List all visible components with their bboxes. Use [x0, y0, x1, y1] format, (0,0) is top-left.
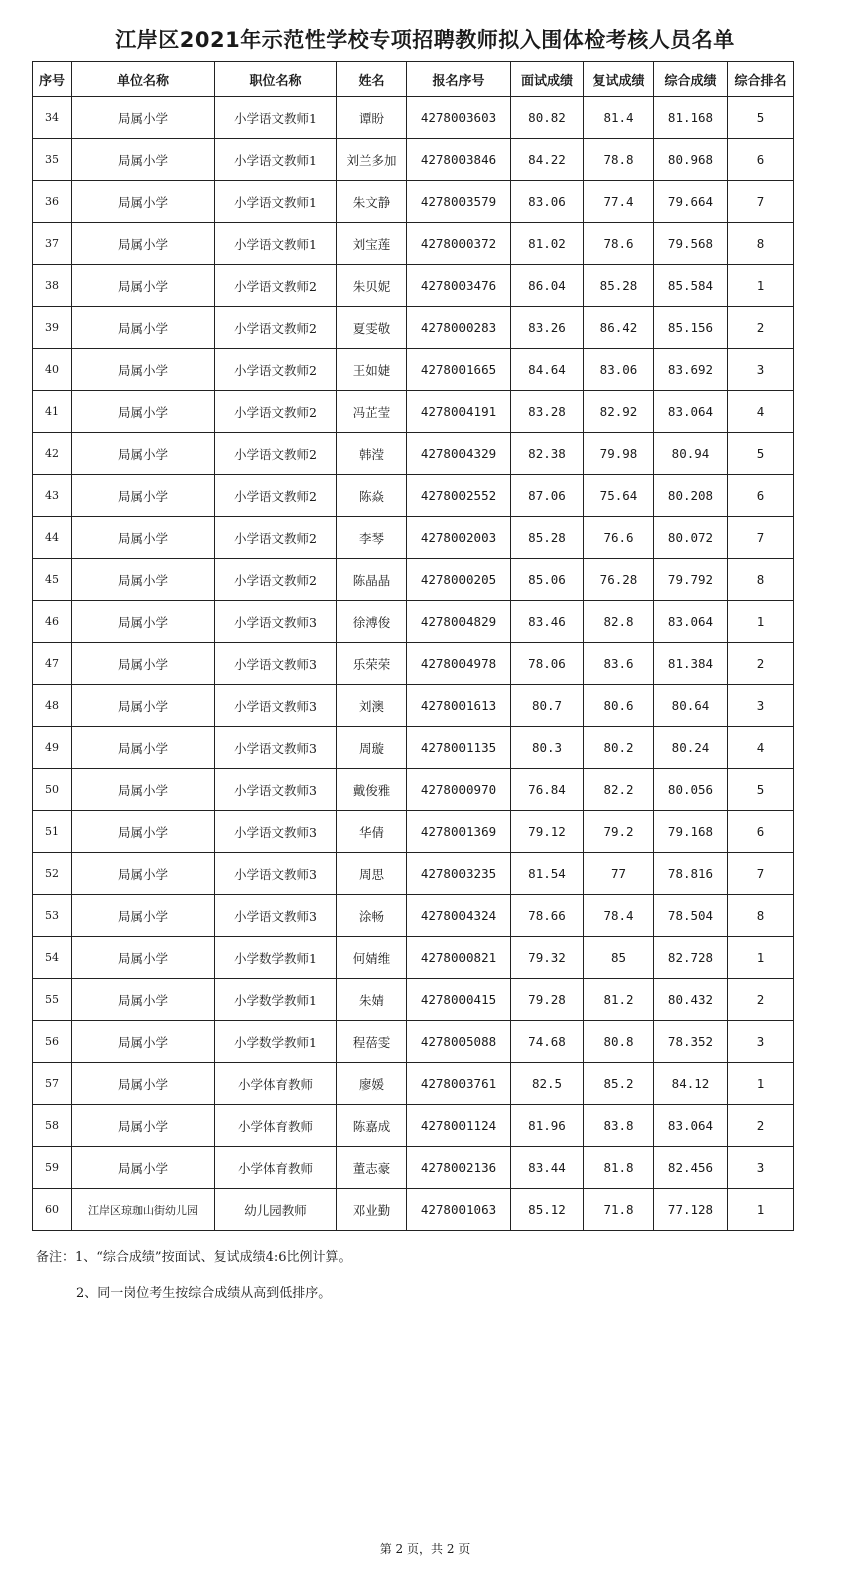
cell-rank: 6: [728, 475, 794, 517]
cell-retest-score: 79.98: [584, 433, 654, 475]
notes: [36, 1240, 816, 1312]
cell-total-score: 78.504: [654, 895, 728, 937]
header-name: 姓名: [337, 62, 407, 97]
cell-unit: 江岸区琼珈山街幼儿园: [72, 1189, 215, 1231]
cell-retest-score: 80.2: [584, 727, 654, 769]
cell-reg-no: 4278004329: [407, 433, 511, 475]
cell-name: 廖媛: [337, 1063, 407, 1105]
cell-total-score: 80.432: [654, 979, 728, 1021]
cell-retest-score: 86.42: [584, 307, 654, 349]
cell-rank: 3: [728, 1021, 794, 1063]
cell-unit: 局属小学: [72, 97, 215, 139]
table-row: [33, 139, 794, 181]
table-row: [33, 349, 794, 391]
cell-retest-score: 82.92: [584, 391, 654, 433]
cell-rank: 2: [728, 643, 794, 685]
cell-unit: 局属小学: [72, 433, 215, 475]
cell-reg-no: 4278001063: [407, 1189, 511, 1231]
cell-interview-score: 81.54: [511, 853, 584, 895]
cell-position: 小学语文教师1: [215, 139, 337, 181]
table-row: [33, 307, 794, 349]
cell-seq: 49: [33, 727, 72, 769]
cell-name: 涂畅: [337, 895, 407, 937]
cell-unit: 局属小学: [72, 265, 215, 307]
cell-name: 华倩: [337, 811, 407, 853]
cell-seq: 52: [33, 853, 72, 895]
cell-interview-score: 80.3: [511, 727, 584, 769]
table-row: [33, 433, 794, 475]
cell-position: 小学语文教师3: [215, 811, 337, 853]
cell-name: 陈嘉成: [337, 1105, 407, 1147]
cell-position: 小学数学教师1: [215, 1021, 337, 1063]
cell-rank: 3: [728, 685, 794, 727]
cell-name: 陈焱: [337, 475, 407, 517]
cell-interview-score: 84.64: [511, 349, 584, 391]
cell-retest-score: 76.28: [584, 559, 654, 601]
candidate-table: [32, 61, 794, 1231]
cell-interview-score: 80.7: [511, 685, 584, 727]
cell-reg-no: 4278001613: [407, 685, 511, 727]
cell-reg-no: 4278002136: [407, 1147, 511, 1189]
cell-retest-score: 82.8: [584, 601, 654, 643]
cell-rank: 7: [728, 181, 794, 223]
cell-position: 小学语文教师3: [215, 769, 337, 811]
cell-reg-no: 4278000821: [407, 937, 511, 979]
cell-total-score: 82.728: [654, 937, 728, 979]
cell-retest-score: 85.28: [584, 265, 654, 307]
cell-rank: 1: [728, 1189, 794, 1231]
cell-retest-score: 80.6: [584, 685, 654, 727]
cell-retest-score: 81.8: [584, 1147, 654, 1189]
page-footer: 第 2 页，共 2 页: [379, 1542, 471, 1556]
cell-rank: 4: [728, 727, 794, 769]
cell-unit: 局属小学: [72, 895, 215, 937]
cell-seq: 47: [33, 643, 72, 685]
cell-seq: 56: [33, 1021, 72, 1063]
note-line-2: 2、同一岗位考生按综合成绩从高到低排序。: [76, 1286, 332, 1301]
table-header-row: [33, 62, 794, 97]
cell-unit: 局属小学: [72, 475, 215, 517]
cell-retest-score: 82.2: [584, 769, 654, 811]
cell-rank: 6: [728, 811, 794, 853]
cell-unit: 局属小学: [72, 685, 215, 727]
table-row: [33, 475, 794, 517]
cell-position: 小学语文教师2: [215, 517, 337, 559]
cell-rank: 8: [728, 559, 794, 601]
cell-name: 朱贝妮: [337, 265, 407, 307]
cell-seq: 58: [33, 1105, 72, 1147]
cell-seq: 60: [33, 1189, 72, 1231]
cell-rank: 3: [728, 1147, 794, 1189]
table-row: [33, 853, 794, 895]
cell-reg-no: 4278002552: [407, 475, 511, 517]
table-row: [33, 517, 794, 559]
cell-name: 董志豪: [337, 1147, 407, 1189]
cell-position: 小学语文教师2: [215, 391, 337, 433]
cell-reg-no: 4278003579: [407, 181, 511, 223]
cell-interview-score: 74.68: [511, 1021, 584, 1063]
cell-seq: 59: [33, 1147, 72, 1189]
cell-position: 小学体育教师: [215, 1063, 337, 1105]
cell-name: 冯芷莹: [337, 391, 407, 433]
cell-position: 小学语文教师2: [215, 349, 337, 391]
cell-name: 谭盼: [337, 97, 407, 139]
cell-total-score: 79.568: [654, 223, 728, 265]
cell-rank: 7: [728, 517, 794, 559]
cell-rank: 1: [728, 937, 794, 979]
cell-interview-score: 83.26: [511, 307, 584, 349]
cell-unit: 局属小学: [72, 559, 215, 601]
table-row: [33, 559, 794, 601]
header-unit: 单位名称: [72, 62, 215, 97]
cell-name: 周璇: [337, 727, 407, 769]
cell-seq: 44: [33, 517, 72, 559]
cell-total-score: 80.072: [654, 517, 728, 559]
cell-total-score: 82.456: [654, 1147, 728, 1189]
cell-seq: 38: [33, 265, 72, 307]
cell-seq: 57: [33, 1063, 72, 1105]
cell-retest-score: 71.8: [584, 1189, 654, 1231]
cell-retest-score: 83.06: [584, 349, 654, 391]
cell-total-score: 81.384: [654, 643, 728, 685]
cell-seq: 37: [33, 223, 72, 265]
cell-total-score: 78.816: [654, 853, 728, 895]
cell-position: 小学语文教师1: [215, 223, 337, 265]
cell-reg-no: 4278004978: [407, 643, 511, 685]
cell-position: 小学语文教师3: [215, 601, 337, 643]
cell-interview-score: 85.28: [511, 517, 584, 559]
cell-total-score: 85.156: [654, 307, 728, 349]
cell-seq: 51: [33, 811, 72, 853]
cell-interview-score: 83.46: [511, 601, 584, 643]
cell-position: 小学体育教师: [215, 1105, 337, 1147]
cell-interview-score: 83.06: [511, 181, 584, 223]
cell-total-score: 79.792: [654, 559, 728, 601]
cell-position: 小学语文教师2: [215, 433, 337, 475]
cell-unit: 局属小学: [72, 1105, 215, 1147]
cell-retest-score: 77: [584, 853, 654, 895]
cell-rank: 1: [728, 1063, 794, 1105]
cell-interview-score: 84.22: [511, 139, 584, 181]
cell-seq: 43: [33, 475, 72, 517]
cell-total-score: 85.584: [654, 265, 728, 307]
cell-name: 韩滢: [337, 433, 407, 475]
cell-seq: 48: [33, 685, 72, 727]
cell-retest-score: 83.6: [584, 643, 654, 685]
cell-name: 刘兰多加: [337, 139, 407, 181]
cell-unit: 局属小学: [72, 517, 215, 559]
cell-unit: 局属小学: [72, 349, 215, 391]
table-row: [33, 601, 794, 643]
cell-interview-score: 86.04: [511, 265, 584, 307]
cell-reg-no: 4278001135: [407, 727, 511, 769]
cell-reg-no: 4278003235: [407, 853, 511, 895]
cell-unit: 局属小学: [72, 853, 215, 895]
cell-name: 李琴: [337, 517, 407, 559]
table-row: [33, 1189, 794, 1231]
cell-name: 邓业勤: [337, 1189, 407, 1231]
cell-reg-no: 4278003761: [407, 1063, 511, 1105]
cell-interview-score: 79.28: [511, 979, 584, 1021]
cell-seq: 39: [33, 307, 72, 349]
cell-rank: 2: [728, 979, 794, 1021]
cell-unit: 局属小学: [72, 391, 215, 433]
cell-unit: 局属小学: [72, 139, 215, 181]
cell-rank: 2: [728, 1105, 794, 1147]
cell-seq: 34: [33, 97, 72, 139]
cell-position: 小学语文教师1: [215, 97, 337, 139]
cell-unit: 局属小学: [72, 769, 215, 811]
cell-reg-no: 4278004324: [407, 895, 511, 937]
table-row: [33, 685, 794, 727]
cell-name: 朱婧: [337, 979, 407, 1021]
cell-interview-score: 85.12: [511, 1189, 584, 1231]
cell-reg-no: 4278001665: [407, 349, 511, 391]
cell-interview-score: 83.28: [511, 391, 584, 433]
cell-reg-no: 4278000970: [407, 769, 511, 811]
cell-rank: 5: [728, 769, 794, 811]
cell-retest-score: 78.8: [584, 139, 654, 181]
cell-seq: 42: [33, 433, 72, 475]
cell-total-score: 80.208: [654, 475, 728, 517]
header-retest-score: 复试成绩: [584, 62, 654, 97]
header-rank: 综合排名: [728, 62, 794, 97]
cell-reg-no: 4278000205: [407, 559, 511, 601]
cell-seq: 36: [33, 181, 72, 223]
cell-name: 周思: [337, 853, 407, 895]
cell-seq: 46: [33, 601, 72, 643]
cell-retest-score: 85.2: [584, 1063, 654, 1105]
cell-total-score: 83.064: [654, 1105, 728, 1147]
table-row: [33, 391, 794, 433]
cell-seq: 50: [33, 769, 72, 811]
cell-total-score: 80.64: [654, 685, 728, 727]
cell-seq: 55: [33, 979, 72, 1021]
cell-name: 刘澳: [337, 685, 407, 727]
cell-interview-score: 76.84: [511, 769, 584, 811]
cell-reg-no: 4278005088: [407, 1021, 511, 1063]
cell-total-score: 80.24: [654, 727, 728, 769]
table-row: [33, 727, 794, 769]
cell-total-score: 78.352: [654, 1021, 728, 1063]
cell-rank: 8: [728, 895, 794, 937]
cell-rank: 1: [728, 265, 794, 307]
cell-total-score: 84.12: [654, 1063, 728, 1105]
cell-unit: 局属小学: [72, 223, 215, 265]
table-row: [33, 937, 794, 979]
cell-rank: 8: [728, 223, 794, 265]
cell-seq: 40: [33, 349, 72, 391]
cell-retest-score: 79.2: [584, 811, 654, 853]
cell-total-score: 77.128: [654, 1189, 728, 1231]
cell-unit: 局属小学: [72, 811, 215, 853]
cell-reg-no: 4278004829: [407, 601, 511, 643]
cell-interview-score: 78.06: [511, 643, 584, 685]
cell-unit: 局属小学: [72, 1147, 215, 1189]
cell-position: 小学语文教师3: [215, 895, 337, 937]
table-row: [33, 769, 794, 811]
cell-seq: 54: [33, 937, 72, 979]
table-row: [33, 643, 794, 685]
cell-interview-score: 81.02: [511, 223, 584, 265]
cell-position: 小学语文教师3: [215, 643, 337, 685]
cell-interview-score: 80.82: [511, 97, 584, 139]
cell-reg-no: 4278000372: [407, 223, 511, 265]
cell-reg-no: 4278003476: [407, 265, 511, 307]
cell-unit: 局属小学: [72, 643, 215, 685]
cell-seq: 35: [33, 139, 72, 181]
cell-total-score: 83.064: [654, 601, 728, 643]
cell-name: 朱文静: [337, 181, 407, 223]
cell-retest-score: 78.4: [584, 895, 654, 937]
cell-rank: 7: [728, 853, 794, 895]
table-row: [33, 979, 794, 1021]
cell-interview-score: 82.38: [511, 433, 584, 475]
header-interview-score: 面试成绩: [511, 62, 584, 97]
cell-position: 小学语文教师2: [215, 307, 337, 349]
cell-name: 夏雯敬: [337, 307, 407, 349]
page-title: 江岸区2021年示范性学校专项招聘教师拟入围体检考核人员名单: [115, 28, 735, 52]
cell-rank: 2: [728, 307, 794, 349]
cell-seq: 41: [33, 391, 72, 433]
cell-unit: 局属小学: [72, 937, 215, 979]
table-row: [33, 1147, 794, 1189]
cell-total-score: 80.056: [654, 769, 728, 811]
cell-position: 小学语文教师2: [215, 559, 337, 601]
cell-unit: 局属小学: [72, 601, 215, 643]
cell-position: 小学数学教师1: [215, 937, 337, 979]
cell-retest-score: 80.8: [584, 1021, 654, 1063]
cell-unit: 局属小学: [72, 727, 215, 769]
cell-reg-no: 4278001124: [407, 1105, 511, 1147]
cell-interview-score: 79.12: [511, 811, 584, 853]
cell-position: 小学语文教师2: [215, 265, 337, 307]
header-reg-no: 报名序号: [407, 62, 511, 97]
cell-interview-score: 81.96: [511, 1105, 584, 1147]
cell-total-score: 83.692: [654, 349, 728, 391]
table-row: [33, 181, 794, 223]
cell-interview-score: 87.06: [511, 475, 584, 517]
cell-unit: 局属小学: [72, 979, 215, 1021]
table-row: [33, 1021, 794, 1063]
cell-name: 王如婕: [337, 349, 407, 391]
cell-name: 何婧维: [337, 937, 407, 979]
cell-position: 小学语文教师3: [215, 853, 337, 895]
cell-reg-no: 4278002003: [407, 517, 511, 559]
cell-retest-score: 78.6: [584, 223, 654, 265]
cell-reg-no: 4278001369: [407, 811, 511, 853]
cell-name: 程蓓雯: [337, 1021, 407, 1063]
table-row: [33, 223, 794, 265]
table-row: [33, 895, 794, 937]
cell-retest-score: 83.8: [584, 1105, 654, 1147]
cell-unit: 局属小学: [72, 307, 215, 349]
cell-seq: 45: [33, 559, 72, 601]
header-seq: 序号: [33, 62, 72, 97]
cell-reg-no: 4278000283: [407, 307, 511, 349]
cell-position: 小学体育教师: [215, 1147, 337, 1189]
cell-total-score: 79.168: [654, 811, 728, 853]
cell-interview-score: 83.44: [511, 1147, 584, 1189]
cell-retest-score: 75.64: [584, 475, 654, 517]
cell-unit: 局属小学: [72, 1021, 215, 1063]
cell-unit: 局属小学: [72, 181, 215, 223]
table-row: [33, 811, 794, 853]
cell-rank: 5: [728, 97, 794, 139]
cell-interview-score: 79.32: [511, 937, 584, 979]
table-row: [33, 1063, 794, 1105]
table-body: [33, 97, 794, 1231]
cell-reg-no: 4278003846: [407, 139, 511, 181]
cell-retest-score: 76.6: [584, 517, 654, 559]
header-position: 职位名称: [215, 62, 337, 97]
cell-name: 乐荣荣: [337, 643, 407, 685]
cell-position: 小学数学教师1: [215, 979, 337, 1021]
cell-rank: 1: [728, 601, 794, 643]
table-row: [33, 97, 794, 139]
cell-name: 徐溥俊: [337, 601, 407, 643]
cell-total-score: 81.168: [654, 97, 728, 139]
cell-name: 刘宝莲: [337, 223, 407, 265]
table-row: [33, 1105, 794, 1147]
cell-retest-score: 77.4: [584, 181, 654, 223]
header-total-score: 综合成绩: [654, 62, 728, 97]
cell-rank: 4: [728, 391, 794, 433]
cell-retest-score: 81.2: [584, 979, 654, 1021]
cell-interview-score: 78.66: [511, 895, 584, 937]
cell-position: 幼儿园教师: [215, 1189, 337, 1231]
note-line-1: 备注：1、“综合成绩”按面试、复试成绩4:6比例计算。: [36, 1250, 352, 1265]
cell-interview-score: 82.5: [511, 1063, 584, 1105]
cell-position: 小学语文教师3: [215, 727, 337, 769]
cell-position: 小学语文教师3: [215, 685, 337, 727]
cell-retest-score: 81.4: [584, 97, 654, 139]
cell-position: 小学语文教师2: [215, 475, 337, 517]
cell-total-score: 83.064: [654, 391, 728, 433]
cell-total-score: 80.94: [654, 433, 728, 475]
cell-total-score: 80.968: [654, 139, 728, 181]
cell-rank: 5: [728, 433, 794, 475]
cell-rank: 3: [728, 349, 794, 391]
cell-rank: 6: [728, 139, 794, 181]
cell-unit: 局属小学: [72, 1063, 215, 1105]
cell-total-score: 79.664: [654, 181, 728, 223]
cell-name: 戴俊雅: [337, 769, 407, 811]
cell-seq: 53: [33, 895, 72, 937]
cell-position: 小学语文教师1: [215, 181, 337, 223]
cell-reg-no: 4278003603: [407, 97, 511, 139]
cell-reg-no: 4278000415: [407, 979, 511, 1021]
cell-name: 陈晶晶: [337, 559, 407, 601]
table-row: [33, 265, 794, 307]
cell-reg-no: 4278004191: [407, 391, 511, 433]
cell-interview-score: 85.06: [511, 559, 584, 601]
cell-retest-score: 85: [584, 937, 654, 979]
